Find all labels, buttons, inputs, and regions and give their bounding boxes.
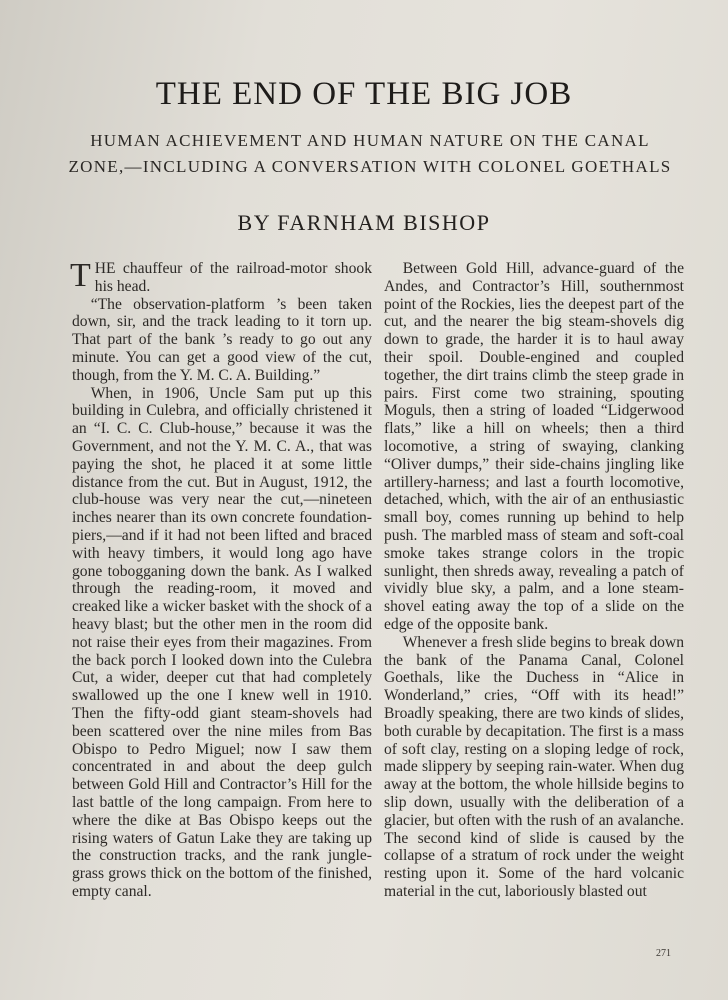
article-subtitle: HUMAN ACHIEVEMENT AND HUMAN NATURE ON THE CANAL ZONE,—INCLUDING A CONVERSATION WITH COLONEL GOETHALS	[68, 131, 672, 176]
paragraph: Between Gold Hill, advance-guard of the Andes, and Contractor’s Hill, southernmost point of the Rockies, lies the deepest part of the cut, and the nearer the big steam-shovels dig down to grade, the harder it is to haul away their spoil. Double-engined and coupled together, the dirt trains climb the steep grade in pairs. First come two straining, spouting Moguls, then a string of loaded “Lidgerwood flats,” like a hill on wheels; then a third locomotive, a string of swaying, clanking “Oliver dumps,” their side-chains jingling like artillery-harness; and last a fourth locomotive, detached, which, with the air of an enthusiastic small boy, comes running up behind to help push. The marbled mass of steam and soft-coal smoke takes strange colors in the tropic sunlight, then shreds away, revealing a patch of vividly blue sky, a palm, and a lone steam-shovel eating away the top of a slide on the edge of the opposite bank.	[384, 260, 684, 633]
paragraph: When, in 1906, Uncle Sam put up this building in Culebra, and officially christened it an “I. C. C. Club-house,” because it was the Government, and not the Y. M. C. A., that was paying the shot, he placed it at some little distance from the cut. But in August, 1912, the club-house was very near the cut,—nineteen inches nearer than its own concrete foundation-piers,—and if it had not been lifted and braced with heavy timbers, it would long ago have gone tobogganing down the bank. As I walked through the reading-room, it moved and creaked like a wicker basket with the shock of a heavy blast; but the other men in the room did not raise their eyes from their magazines. From the back porch I looked down into the Culebra Cut, a wider, deeper cut that had completely swallowed up the one I knew well in 1910. Then the fifty-odd giant steam-shovels had been scattered over the nine miles from Bas Obispo to Pedro Miguel; now I saw them concentrated in and about the deep gulch between Gold Hill and Contractor’s Hill for the last battle of the long campaign. From here to where the dike at Bas Obispo keeps out the rising waters of Gatun Lake they are taking up the construction tracks, and the rank jungle-grass grows thick on the bottom of the finished, empty canal.	[72, 384, 372, 900]
page-number: 271	[656, 948, 671, 959]
paragraph	[70, 257, 372, 296]
left-column	[70, 257, 372, 901]
paragraph-text: HE chauffeur of the railroad-motor shook his head.	[94, 260, 372, 295]
drop-cap: T	[70, 257, 91, 294]
paragraph: Whenever a fresh slide begins to break down the bank of the Panama Canal, Colonel Goethals, like the Duchess in “Alice in Wonderland,” cries, “Off with its head!” Broadly speaking, there are two kinds of slides, both curable by decapitation. The first is a mass of soft clay, resting on a sloping ledge of rock, made slippery by seeping rain-water. When dug away at the bottom, the whole hillside begins to slip down, usually with the deliberation of a glacier, but often with the rush of an avalanche. The second kind of slide is caused by the collapse of a stratum of rock under the weight resting upon it. Some of the hard volcanic material in the cut, laboriously blasted out	[384, 633, 684, 900]
article-byline: BY FARNHAM BISHOP	[237, 210, 491, 235]
right-column	[384, 260, 684, 901]
article-title: THE END OF THE BIG JOB	[155, 76, 573, 112]
paragraph: “The observation-platform ’s been taken down, sir, and the track leading to it torn up. That part of the bank ’s ready to go out any minute. You can get a good view of the cut, though, from the Y. M. C. A. Building.”	[72, 295, 372, 384]
